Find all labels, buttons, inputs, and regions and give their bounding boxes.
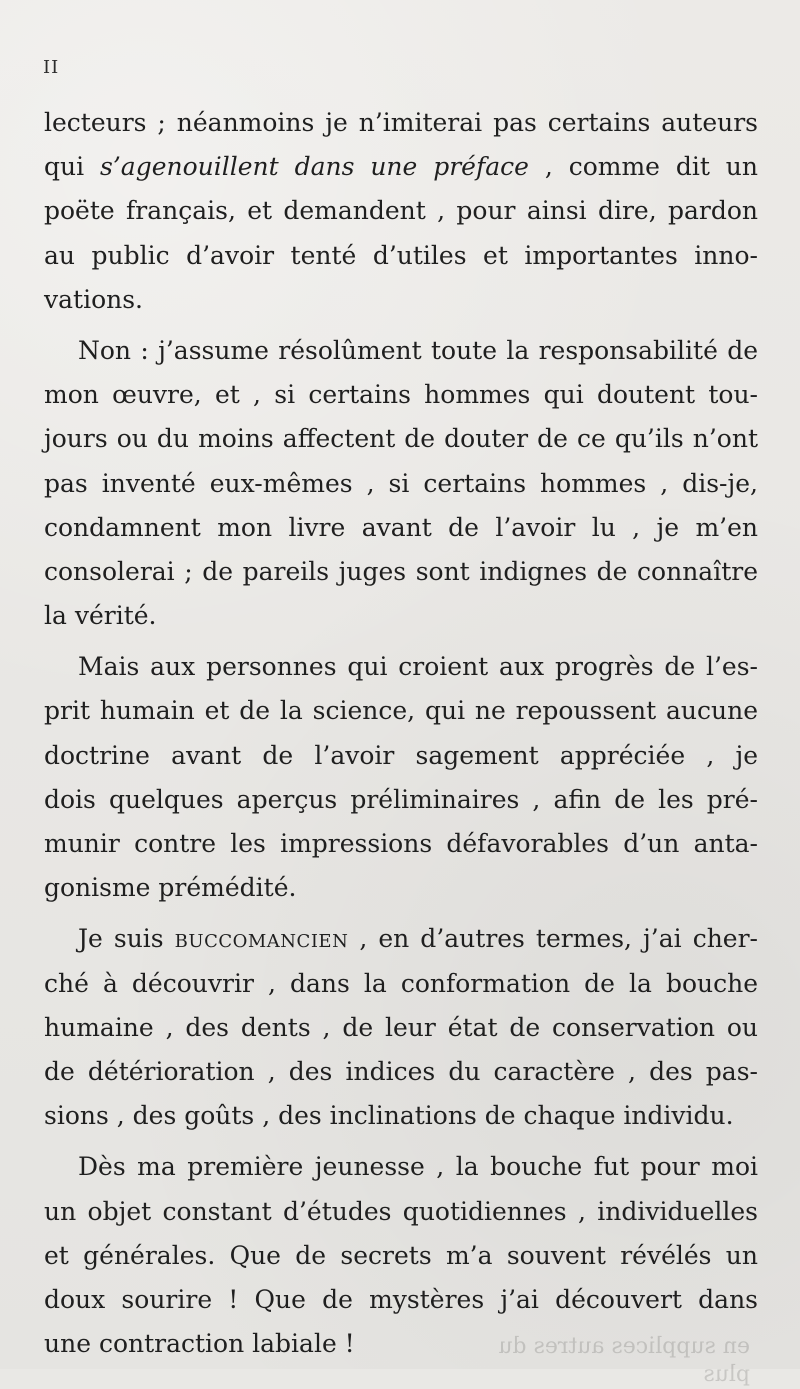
text-line: Dès ma première jeunesse , la bouche fut pour moi xyxy=(78,1152,758,1182)
paragraph-gap xyxy=(44,322,758,329)
text-line: jours ou du moins affectent de douter de ce qu’ils n’ont xyxy=(44,424,758,454)
text-line: lecteurs ; néanmoins je n’imiterai pas certains auteurs xyxy=(44,108,758,137)
text-line: munir contre les impressions défavorables d’un anta- xyxy=(44,829,758,858)
text-line: Non : j’assume résolûment toute la responsabilité de xyxy=(78,335,758,365)
text-line: et générales. Que de secrets m’a souvent révélés un xyxy=(44,1240,758,1270)
body-text xyxy=(44,101,759,1387)
text-line: un objet constant d’études quotidiennes , individuelles xyxy=(44,1196,758,1226)
text-line: mon œuvre, et , si certains hommes qui doutent tou- xyxy=(44,380,758,410)
text-line: ché à découvrir , dans la conformation de la bouche xyxy=(44,968,758,998)
italic-quote: s’agenouillent dans une préface xyxy=(100,152,529,182)
text-line: prit humain et de la science, qui ne repoussent aucune xyxy=(44,696,758,726)
text-line: une contraction labiale ! xyxy=(44,1329,355,1359)
bleed-through-text: en supplices autres du plus xyxy=(498,1334,750,1387)
text-line: humaine , des dents , de leur état de conservation ou xyxy=(44,1012,758,1042)
text-line: Je suis buccomancien , en d’autres termes, j’ai cher- xyxy=(78,924,758,954)
text-line: doctrine avant de l’avoir sagement appréciée , je xyxy=(44,740,758,770)
text-line: pas inventé eux-mêmes , si certains hommes , dis-je, xyxy=(44,468,758,498)
text-line: poëte français, et demandent , pour ainsi dire, pardon xyxy=(44,196,758,226)
text-line: la vérité. xyxy=(44,601,157,631)
text-line: sions , des goûts , des inclinations de chaque individu. xyxy=(44,1101,734,1131)
text-line: gonisme prémédité. xyxy=(44,873,297,903)
paragraph-gap xyxy=(44,638,758,645)
smallcaps-term: buccomancien xyxy=(174,924,349,954)
text-line: Mais aux personnes qui croient aux progrès de l’es- xyxy=(78,652,758,682)
text-line: de détérioration , des indices du caractère , des pas- xyxy=(44,1056,758,1086)
text-line: qui s’agenouillent dans une préface , comme dit un xyxy=(44,152,759,182)
paragraph-gap xyxy=(44,1138,758,1145)
text-line: au public d’avoir tenté d’utiles et importantes inno- xyxy=(44,240,758,270)
page-number: II xyxy=(43,57,60,78)
text-line: doux sourire ! Que de mystères j’ai découvert dans xyxy=(44,1284,758,1314)
text-line: condamnent mon livre avant de l’avoir lu , je m’en xyxy=(44,512,758,542)
text-line: vations. xyxy=(44,284,143,314)
text-line: dois quelques aperçus préliminaires , afin de les pré- xyxy=(44,784,758,814)
paragraph-gap xyxy=(44,910,758,917)
text-line: consolerai ; de pareils juges sont indignes de connaître xyxy=(44,556,758,586)
